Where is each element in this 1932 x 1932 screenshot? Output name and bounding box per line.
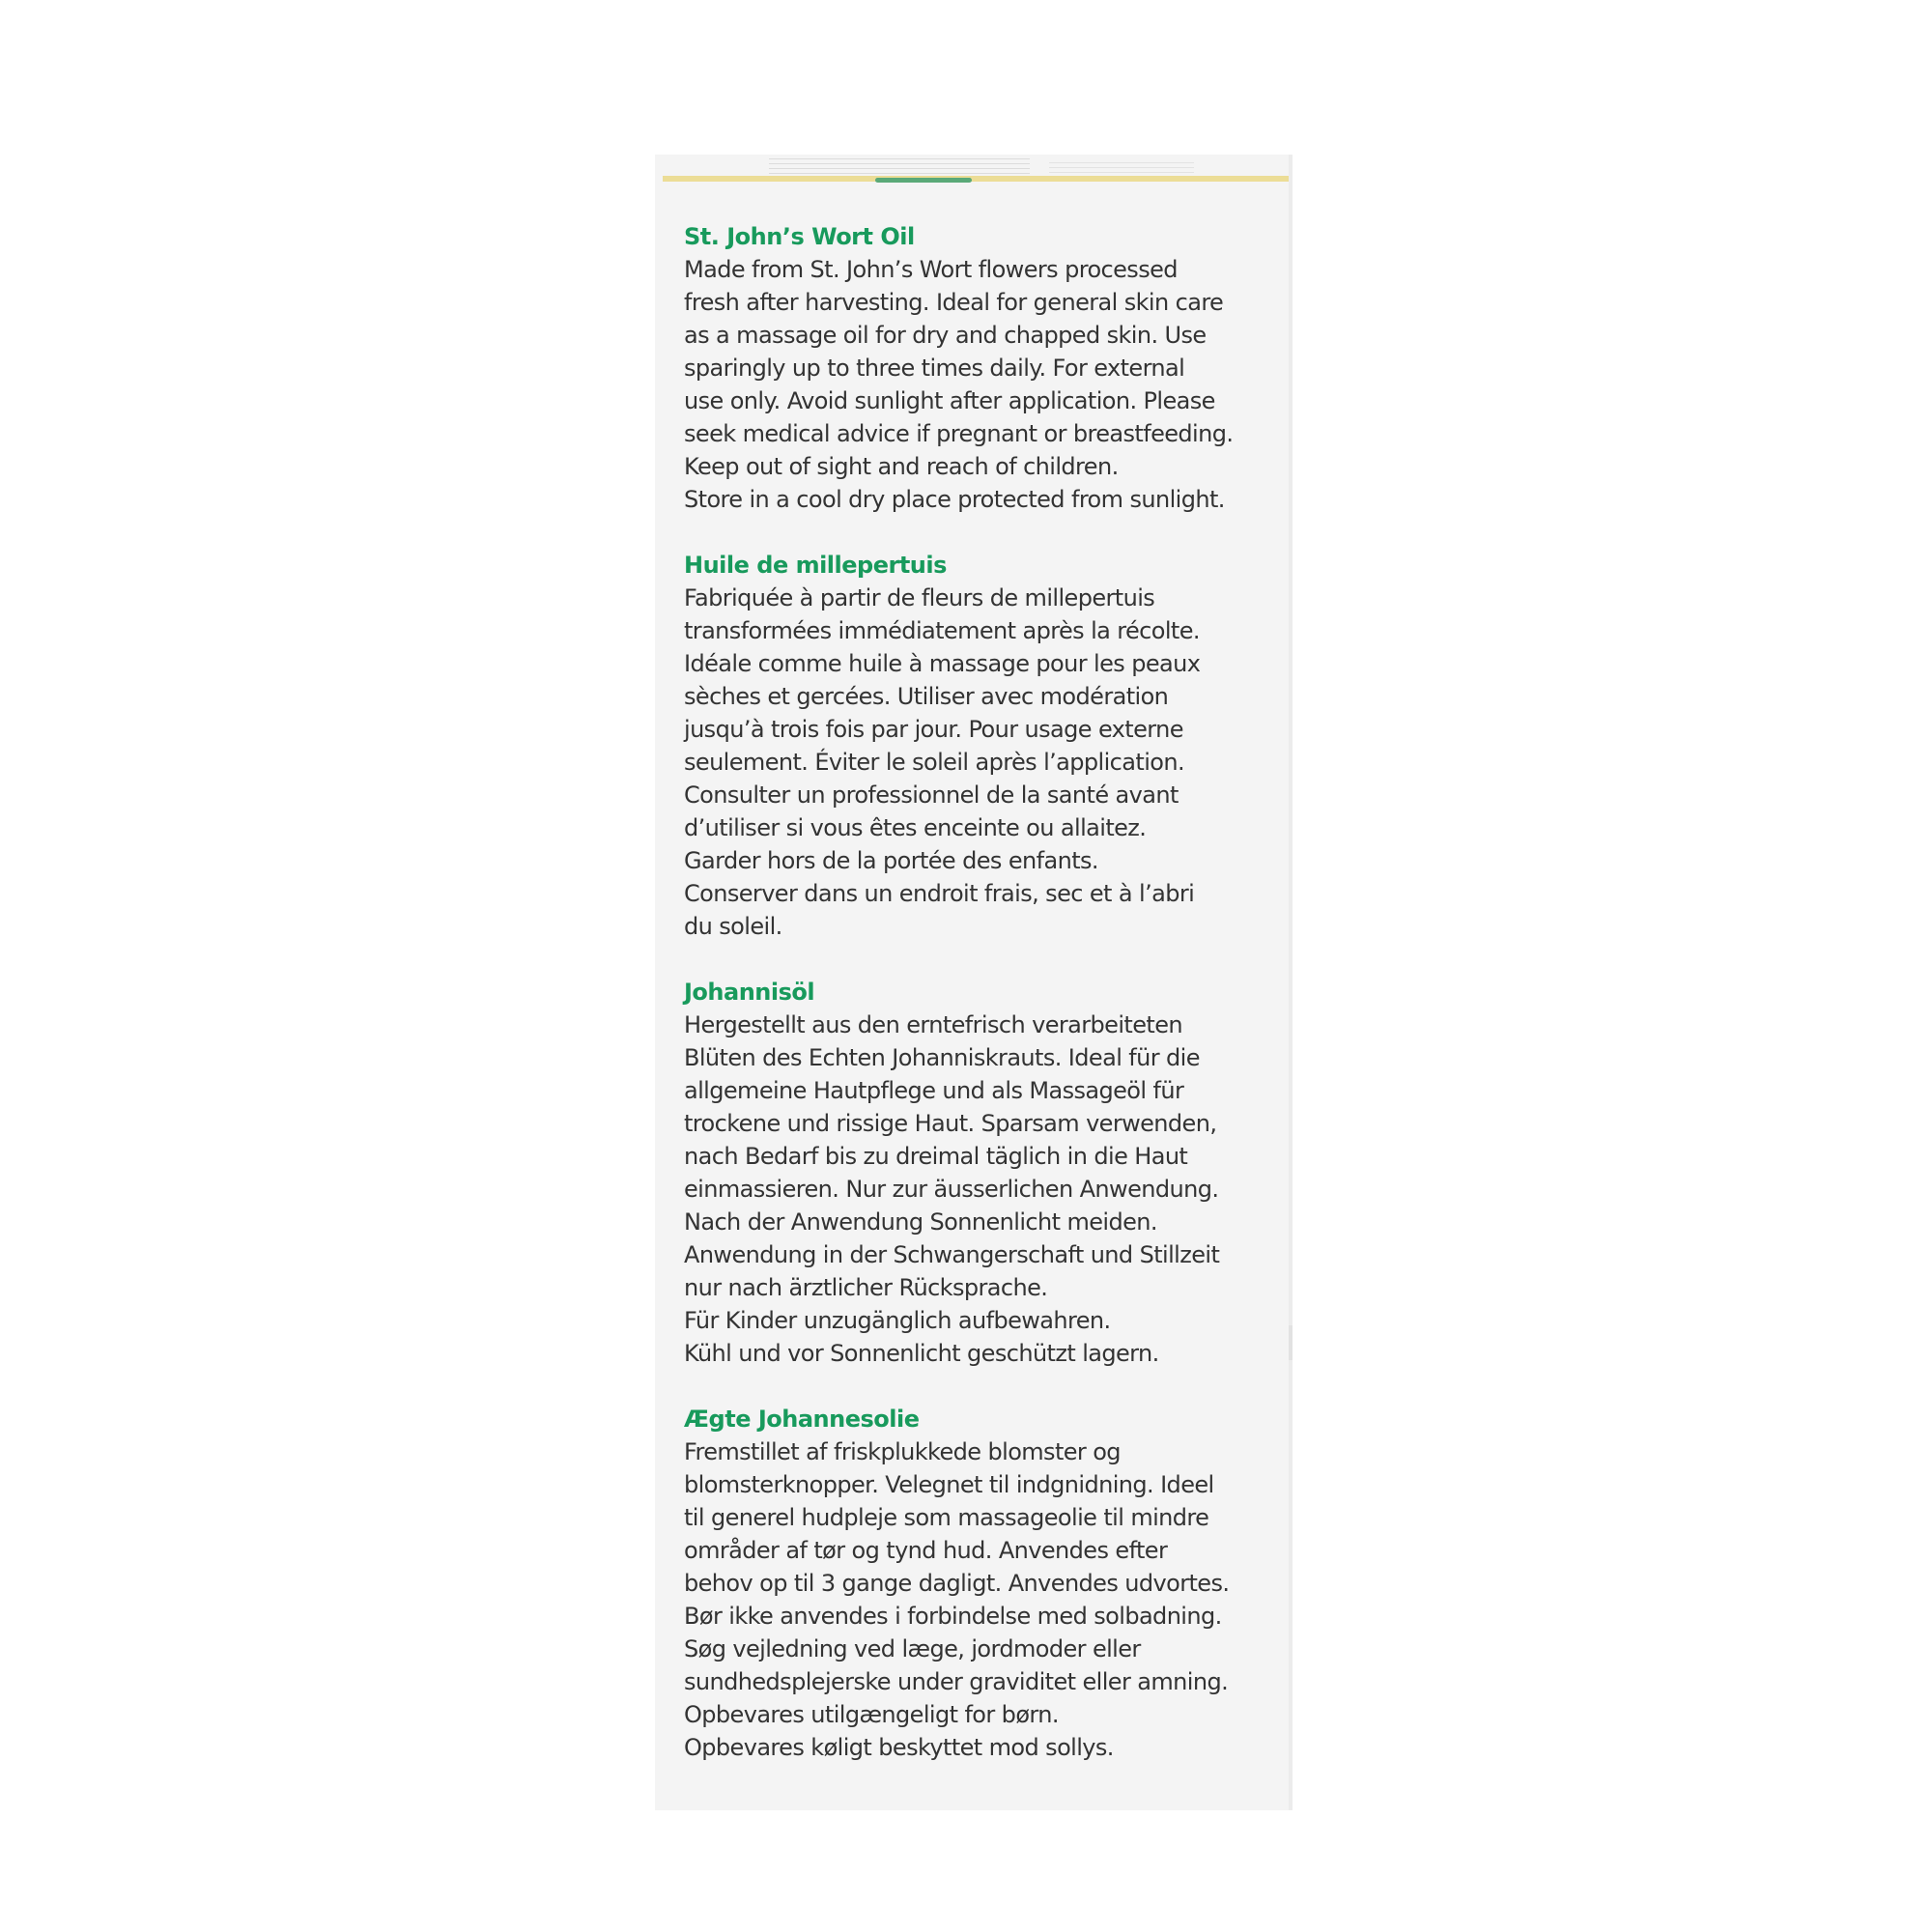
- body-line: Søg vejledning ved læge, jordmoder eller: [684, 1635, 1141, 1662]
- flap-yellow-stripe: [663, 176, 1289, 182]
- label-text-content: [684, 220, 1283, 1797]
- body-line: Idéale comme huile à massage pour les peaux: [684, 650, 1201, 677]
- body-line: Für Kinder unzugänglich aufbewahren.: [684, 1307, 1111, 1334]
- flap-printed-text-lines-secondary: [1049, 162, 1194, 176]
- body-line: Kühl und vor Sonnenlicht geschützt lagern.: [684, 1340, 1159, 1367]
- body-line: behov op til 3 gange dagligt. Anvendes udvortes.: [684, 1570, 1230, 1597]
- body-line: Consulter un professionnel de la santé avant: [684, 781, 1179, 809]
- body-line: du soleil.: [684, 913, 782, 940]
- body-line: sèches et gercées. Utiliser avec modération: [684, 683, 1169, 710]
- body-line: Fabriquée à partir de fleurs de millepertuis: [684, 584, 1155, 611]
- section-heading: Johannisöl: [684, 979, 815, 1006]
- flap-green-mark: [875, 178, 972, 183]
- body-line: Bør ikke anvendes i forbindelse med solbadning.: [684, 1603, 1222, 1630]
- body-line: einmassieren. Nur zur äusserlichen Anwendung.: [684, 1176, 1219, 1203]
- body-line: allgemeine Hautpflege und als Massageöl für: [684, 1077, 1184, 1104]
- body-line: Store in a cool dry place protected from sunlight.: [684, 486, 1225, 513]
- body-line: Opbevares utilgængeligt for børn.: [684, 1701, 1059, 1728]
- flap-printed-text-lines: [769, 158, 1030, 176]
- body-line: jusqu’à trois fois par jour. Pour usage externe: [684, 716, 1183, 743]
- body-line: use only. Avoid sunlight after application. Please: [684, 387, 1215, 414]
- section-french: [684, 549, 1283, 943]
- section-danish: [684, 1403, 1283, 1764]
- body-line: Conserver dans un endroit frais, sec et à l’abri: [684, 880, 1195, 907]
- box-right-edge: [1289, 155, 1293, 1810]
- body-line: Keep out of sight and reach of children.: [684, 453, 1119, 480]
- section-english: [684, 220, 1283, 516]
- box-top-flap: [663, 155, 1289, 184]
- body-line: områder af tør og tynd hud. Anvendes efter: [684, 1537, 1168, 1564]
- section-heading: St. John’s Wort Oil: [684, 223, 915, 250]
- body-line: nur nach ärztlicher Rücksprache.: [684, 1274, 1048, 1301]
- body-line: trockene und rissige Haut. Sparsam verwenden,: [684, 1110, 1217, 1137]
- body-line: Blüten des Echten Johanniskrauts. Ideal für die: [684, 1044, 1200, 1071]
- body-line: Garder hors de la portée des enfants.: [684, 847, 1098, 874]
- body-line: transformées immédiatement après la récolte.: [684, 617, 1200, 644]
- body-line: Anwendung in der Schwangerschaft und Stillzeit: [684, 1241, 1220, 1268]
- body-line: fresh after harvesting. Ideal for general skin care: [684, 289, 1224, 316]
- body-line: seek medical advice if pregnant or breastfeeding.: [684, 420, 1234, 447]
- product-box-panel: [655, 155, 1293, 1810]
- body-line: Nach der Anwendung Sonnenlicht meiden.: [684, 1208, 1157, 1236]
- box-side-mark: [1289, 1325, 1293, 1360]
- body-line: seulement. Éviter le soleil après l’application.: [684, 749, 1184, 776]
- body-line: til generel hudpleje som massageolie til mindre: [684, 1504, 1209, 1531]
- body-line: sparingly up to three times daily. For external: [684, 355, 1185, 382]
- body-line: nach Bedarf bis zu dreimal täglich in die Haut: [684, 1143, 1188, 1170]
- body-line: Fremstillet af friskplukkede blomster og: [684, 1438, 1121, 1465]
- section-heading: Huile de millepertuis: [684, 552, 947, 579]
- body-line: Opbevares køligt beskyttet mod sollys.: [684, 1734, 1114, 1761]
- body-line: blomsterknopper. Velegnet til indgnidning. Ideel: [684, 1471, 1214, 1498]
- section-german: [684, 976, 1283, 1370]
- body-line: sundhedsplejerske under graviditet eller amning.: [684, 1668, 1229, 1695]
- body-line: Made from St. John’s Wort flowers processed: [684, 256, 1178, 283]
- body-line: Hergestellt aus den erntefrisch verarbeiteten: [684, 1011, 1182, 1038]
- body-line: d’utiliser si vous êtes enceinte ou allaitez.: [684, 814, 1147, 841]
- section-heading: Ægte Johannesolie: [684, 1406, 920, 1433]
- body-line: as a massage oil for dry and chapped skin. Use: [684, 322, 1207, 349]
